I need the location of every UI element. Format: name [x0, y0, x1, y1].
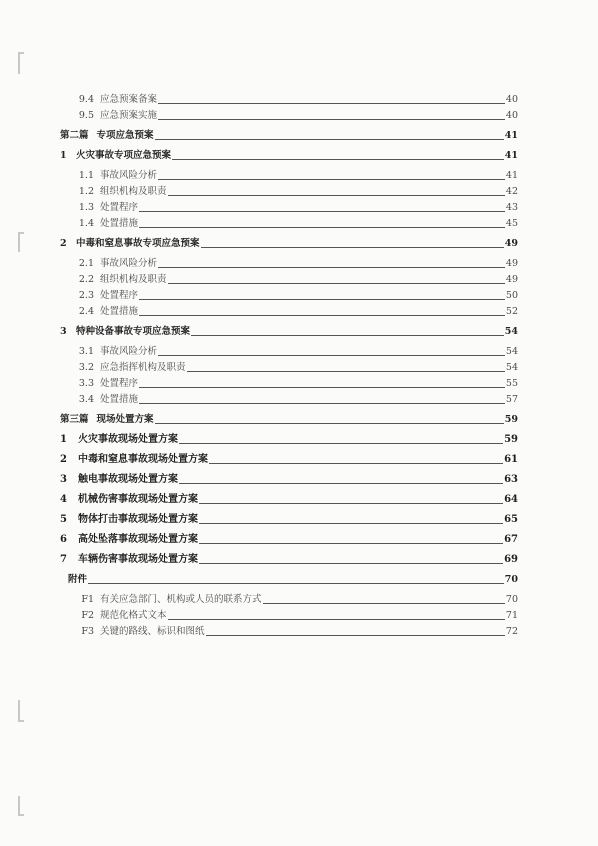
toc-entry-page: 65 — [504, 514, 518, 525]
dot-leader — [158, 179, 505, 180]
toc-entry-title: 中毒和窒息事故现场处置方案 — [78, 454, 208, 465]
toc-entry-number: 7 — [60, 554, 67, 565]
toc-entry[interactable] — [60, 238, 518, 250]
toc-entry[interactable] — [60, 394, 518, 406]
toc-entry[interactable] — [60, 130, 518, 142]
toc-entry-number: 2.2 — [78, 274, 94, 285]
dot-leader — [179, 483, 503, 484]
toc-entry-page: 43 — [505, 202, 518, 213]
toc-entry[interactable] — [60, 434, 518, 446]
toc-entry-number: 2.1 — [78, 258, 94, 269]
toc-entry-page: 59 — [504, 414, 518, 425]
toc-entry-page: 55 — [505, 378, 518, 389]
dot-leader — [139, 403, 505, 404]
toc-entry[interactable] — [60, 346, 518, 358]
toc-entry[interactable] — [60, 554, 518, 566]
toc-entry-title: 物体打击事故现场处置方案 — [78, 514, 198, 525]
toc-entry[interactable] — [60, 110, 518, 122]
toc-entry-page: 40 — [505, 110, 518, 121]
toc-entry-page: 72 — [505, 626, 518, 637]
toc-entry-title: 事故风险分析 — [100, 170, 158, 181]
toc-entry[interactable] — [60, 218, 518, 230]
toc-entry[interactable] — [60, 326, 518, 338]
toc-entry-page: 41 — [505, 170, 518, 181]
toc-entry-title: 专项应急预案 — [96, 130, 154, 141]
dot-leader — [168, 195, 505, 196]
toc-entry-title: 附件 — [68, 574, 88, 585]
toc-entry[interactable] — [60, 306, 518, 318]
toc-entry[interactable] — [60, 362, 518, 374]
toc-entry[interactable] — [60, 474, 518, 486]
toc-entry-title: 高处坠落事故现场处置方案 — [78, 534, 198, 545]
dot-leader — [172, 159, 504, 160]
toc-entry[interactable] — [60, 94, 518, 106]
toc-entry-number: 6 — [60, 534, 67, 545]
toc-entry-number: 9.5 — [78, 110, 94, 121]
toc-entry-number: F2 — [81, 610, 94, 621]
toc-entry-title: 现场处置方案 — [96, 414, 154, 425]
toc-entry[interactable] — [60, 202, 518, 214]
toc-entry-page: 61 — [504, 454, 518, 465]
toc-entry-number: 9.4 — [78, 94, 94, 105]
dot-leader — [158, 355, 505, 356]
toc-entry-number: 3 — [60, 474, 67, 485]
toc-entry[interactable] — [60, 514, 518, 526]
toc-entry-page: 49 — [504, 238, 518, 249]
punch-mark-upper — [18, 232, 20, 252]
punch-mark-top — [18, 52, 20, 74]
toc-entry-title: 机械伤害事故现场处置方案 — [78, 494, 198, 505]
toc-entry-number: 2 — [60, 454, 67, 465]
dot-leader — [168, 283, 505, 284]
toc-entry-title: 组织机构及职责 — [100, 186, 167, 197]
toc-entry-title: 处置措施 — [100, 218, 139, 229]
toc-entry-title: 触电事故现场处置方案 — [78, 474, 178, 485]
punch-mark-bottom — [18, 796, 20, 816]
toc-entry-page: 54 — [504, 326, 518, 337]
toc-entry-title: 车辆伤害事故现场处置方案 — [78, 554, 198, 565]
toc-entry[interactable] — [60, 150, 518, 162]
toc-entry-page: 54 — [505, 346, 518, 357]
toc-entry-number: 3.4 — [78, 394, 94, 405]
toc-entry-title: 中毒和窒息事故专项应急预案 — [76, 238, 200, 249]
dot-leader — [139, 387, 505, 388]
toc-entry[interactable] — [60, 494, 518, 506]
toc-entry-page: 67 — [504, 534, 518, 545]
toc-entry-number: F1 — [81, 594, 94, 605]
toc-entry-number: 4 — [60, 494, 67, 505]
toc-entry-page: 71 — [505, 610, 518, 621]
toc-entry-number: 1.1 — [78, 170, 94, 181]
toc-entry[interactable] — [60, 170, 518, 182]
toc-entry[interactable] — [60, 610, 518, 622]
toc-entry-number: 1 — [60, 150, 67, 161]
toc-entry-page: 49 — [505, 258, 518, 269]
toc-entry-page: 40 — [505, 94, 518, 105]
dot-leader — [187, 371, 505, 372]
toc-entry-title: 组织机构及职责 — [100, 274, 167, 285]
toc-entry-page: 54 — [505, 362, 518, 373]
dot-leader — [158, 103, 505, 104]
toc-entry-page: 41 — [504, 130, 518, 141]
dot-leader — [139, 211, 505, 212]
toc-entry-page: 45 — [505, 218, 518, 229]
toc-entry-title: 处置措施 — [100, 306, 139, 317]
toc-entry-number: 3.1 — [78, 346, 94, 357]
toc-entry-page: 70 — [504, 574, 518, 585]
toc-entry-number: F3 — [81, 626, 94, 637]
toc-entry-page: 63 — [504, 474, 518, 485]
toc-entry-title: 处置措施 — [100, 394, 139, 405]
toc-entry-page: 64 — [504, 494, 518, 505]
toc-entry[interactable] — [60, 378, 518, 390]
toc-entry-title: 火灾事故现场处置方案 — [78, 434, 178, 445]
toc-entry[interactable] — [60, 274, 518, 286]
toc-entry[interactable] — [60, 574, 518, 586]
dot-leader — [263, 603, 505, 604]
toc-entry-number: 第二篇 — [60, 130, 89, 141]
dot-leader — [209, 463, 503, 464]
dot-leader — [199, 523, 503, 524]
toc-entry-number: 2 — [60, 238, 67, 249]
toc-entry-page: 69 — [504, 554, 518, 565]
toc-entry-title: 应急指挥机构及职责 — [100, 362, 186, 373]
toc-entry[interactable] — [60, 626, 518, 638]
toc-entry-number: 第三篇 — [60, 414, 89, 425]
toc-entry-title: 规范化格式文本 — [100, 610, 167, 621]
dot-leader — [158, 119, 505, 120]
toc-entry[interactable] — [60, 186, 518, 198]
toc-entry-number: 1 — [60, 434, 67, 445]
dot-leader — [139, 315, 505, 316]
dot-leader — [158, 267, 505, 268]
toc-entry-page: 42 — [505, 186, 518, 197]
toc-entry-title: 应急预案备案 — [100, 94, 158, 105]
toc-entry-page: 52 — [505, 306, 518, 317]
dot-leader — [179, 443, 503, 444]
dot-leader — [201, 247, 504, 248]
toc-entry[interactable] — [60, 534, 518, 546]
toc-entry[interactable] — [60, 414, 518, 426]
dot-leader — [199, 503, 503, 504]
toc-entry-title: 关键的路线、标识和图纸 — [100, 626, 205, 637]
toc-entry-page: 70 — [505, 594, 518, 605]
toc-entry-title: 事故风险分析 — [100, 258, 158, 269]
toc-entry-number: 1.3 — [78, 202, 94, 213]
toc-entry-number: 3 — [60, 326, 67, 337]
toc-entry[interactable] — [60, 290, 518, 302]
toc-entry-title: 应急预案实施 — [100, 110, 158, 121]
dot-leader — [155, 423, 504, 424]
dot-leader — [199, 543, 503, 544]
toc-entry-title: 处置程序 — [100, 290, 139, 301]
toc-entry-number: 3.2 — [78, 362, 94, 373]
toc-entry[interactable] — [60, 258, 518, 270]
toc-entry[interactable] — [60, 594, 518, 606]
toc-entry-page: 49 — [505, 274, 518, 285]
dot-leader — [199, 563, 503, 564]
punch-mark-lower — [18, 700, 20, 722]
toc-entry-title: 处置程序 — [100, 378, 139, 389]
toc-entry-page: 57 — [505, 394, 518, 405]
dot-leader — [139, 227, 505, 228]
toc-entry-title: 处置程序 — [100, 202, 139, 213]
dot-leader — [155, 139, 504, 140]
toc-entry-page: 59 — [504, 434, 518, 445]
toc-entry-number: 1.4 — [78, 218, 94, 229]
dot-leader — [191, 335, 504, 336]
toc-entry[interactable] — [60, 454, 518, 466]
toc-entry-number: 3.3 — [78, 378, 94, 389]
toc-entry-title: 有关应急部门、机构或人员的联系方式 — [100, 594, 262, 605]
toc-entry-number: 2.4 — [78, 306, 94, 317]
dot-leader — [139, 299, 505, 300]
toc-entry-title: 火灾事故专项应急预案 — [76, 150, 172, 161]
toc-entry-page: 41 — [504, 150, 518, 161]
toc-entry-title: 特种设备事故专项应急预案 — [76, 326, 191, 337]
toc-entry-number: 5 — [60, 514, 67, 525]
toc-entry-page: 50 — [505, 290, 518, 301]
toc-entry-number: 2.3 — [78, 290, 94, 301]
dot-leader — [168, 619, 505, 620]
dot-leader — [206, 635, 505, 636]
toc-entry-number: 1.2 — [78, 186, 94, 197]
toc-entry-title: 事故风险分析 — [100, 346, 158, 357]
dot-leader — [88, 583, 504, 584]
